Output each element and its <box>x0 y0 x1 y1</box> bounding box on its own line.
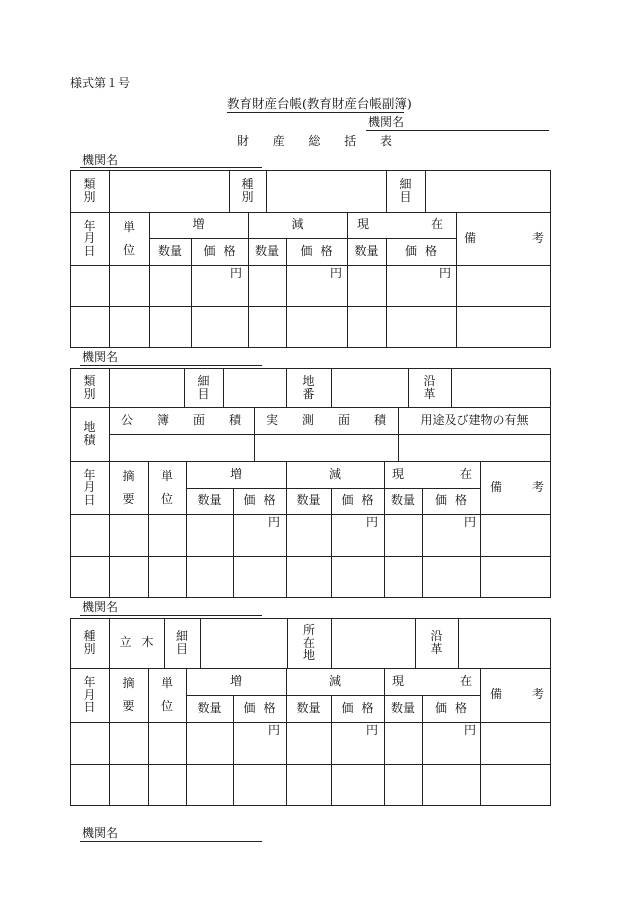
yen-unit: 円 <box>439 266 452 280</box>
increase-label: 増 <box>192 217 205 232</box>
price-label: 価 格 <box>243 700 276 715</box>
qty-label: 数量 <box>296 493 321 508</box>
rule <box>451 368 452 407</box>
date-label: 年 月 日 <box>83 675 96 715</box>
increase-label: 増 <box>229 466 242 481</box>
current-label: 現 在 <box>392 673 472 688</box>
lot-number-label: 地 番 <box>302 373 315 401</box>
measured-area-label: 実 測 面 積 <box>266 412 386 427</box>
price-label: 価 格 <box>300 243 333 258</box>
rule <box>70 514 551 515</box>
header-org-label: 機関名 <box>368 115 405 129</box>
usage-label: 用途及び建物の有無 <box>420 412 529 427</box>
rule <box>70 722 551 723</box>
section2-org-label: 機関名 <box>82 350 119 364</box>
subtitle-char: 表 <box>379 134 392 148</box>
yen-unit: 円 <box>366 515 379 529</box>
rule <box>331 368 332 407</box>
price-label: 価 格 <box>341 493 374 508</box>
kind-label: 種 別 <box>241 177 254 204</box>
subtitle-char: 括 <box>344 134 357 148</box>
decrease-label: 減 <box>328 673 341 688</box>
rule <box>109 368 110 407</box>
header-org-line <box>366 130 549 131</box>
price-label: 価 格 <box>203 243 236 258</box>
remarks-label: 備 考 <box>490 479 544 494</box>
rule <box>480 668 481 806</box>
current-label: 現 在 <box>392 466 472 481</box>
increase-label: 増 <box>229 673 242 688</box>
page-subtitle <box>237 135 392 149</box>
price-label: 価 格 <box>243 493 276 508</box>
qty-label: 数量 <box>390 700 415 715</box>
rule <box>254 407 255 461</box>
qty-label: 数量 <box>296 700 321 715</box>
detail-label: 細 目 <box>175 629 188 656</box>
location-label: 所 在 地 <box>302 623 315 663</box>
qty-label: 数量 <box>157 243 182 258</box>
section1-org-label: 機関名 <box>82 153 119 167</box>
history-label: 沿 革 <box>423 373 436 401</box>
section3-org-label: 機関名 <box>82 600 119 614</box>
qty-label: 数量 <box>254 243 279 258</box>
price-label: 価 格 <box>434 700 468 715</box>
rule <box>109 407 110 461</box>
current-label: 現 在 <box>357 217 443 232</box>
standing-tree-label: 立 木 <box>119 635 154 650</box>
yen-unit: 円 <box>330 266 343 280</box>
rule <box>425 170 426 212</box>
remarks-label: 備 考 <box>464 230 544 245</box>
detail-label: 細 目 <box>399 177 412 204</box>
rule <box>200 618 201 668</box>
rule <box>347 212 348 348</box>
rule <box>223 368 224 407</box>
category-label: 類 別 <box>83 373 96 401</box>
rule <box>109 434 551 435</box>
yen-unit: 円 <box>268 515 281 529</box>
yen-unit: 円 <box>268 723 281 737</box>
qty-label: 数量 <box>354 243 379 258</box>
rule <box>70 556 551 557</box>
rule <box>458 618 459 668</box>
title-underline <box>227 112 404 113</box>
qty-label: 数量 <box>390 493 415 508</box>
section2-org-line <box>80 365 262 366</box>
yen-unit: 円 <box>464 515 477 529</box>
rule <box>70 764 551 765</box>
rule <box>331 618 332 668</box>
section1-org-line <box>80 167 262 168</box>
detail-label: 細 目 <box>197 373 210 401</box>
official-area-label: 公 簿 面 積 <box>121 412 241 427</box>
subtitle-char: 産 <box>272 134 285 148</box>
unit-label: 単 位 <box>122 219 135 257</box>
price-label: 価 格 <box>434 493 468 508</box>
yen-unit: 円 <box>230 266 243 280</box>
form-title: 教育財産台帳(教育財産台帳副簿) <box>227 96 412 111</box>
section3-org-line <box>80 615 262 616</box>
subtitle-char: 総 <box>308 134 321 148</box>
form-number: 様式第１号 <box>70 76 131 90</box>
rule <box>480 461 481 598</box>
footer-org-line <box>80 841 262 842</box>
rule <box>384 668 385 806</box>
yen-unit: 円 <box>464 723 477 737</box>
price-label: 価 格 <box>404 243 438 258</box>
remarks-label: 備 考 <box>490 687 544 702</box>
footer-org-label: 機関名 <box>82 826 119 840</box>
category-label: 類 別 <box>83 177 96 204</box>
summary-label: 摘 要 <box>122 676 135 713</box>
subtitle-char: 財 <box>237 134 250 148</box>
price-label: 価 格 <box>341 700 374 715</box>
summary-label: 摘 要 <box>122 468 135 506</box>
rule <box>109 170 110 212</box>
unit-label: 単 位 <box>160 468 173 506</box>
rule <box>70 306 551 307</box>
kind-label: 種 別 <box>83 629 96 656</box>
rule <box>456 212 457 348</box>
date-label: 年 月 日 <box>83 467 96 507</box>
history-label: 沿 革 <box>430 629 443 656</box>
rule <box>384 461 385 598</box>
date-label: 年 月 日 <box>83 218 96 258</box>
land-area-label: 地 積 <box>83 420 96 447</box>
qty-label: 数量 <box>197 493 222 508</box>
decrease-label: 減 <box>328 466 341 481</box>
unit-label: 単 位 <box>160 676 173 713</box>
rule <box>266 170 267 212</box>
yen-unit: 円 <box>366 723 379 737</box>
decrease-label: 減 <box>291 217 304 232</box>
rule <box>70 265 551 266</box>
qty-label: 数量 <box>197 700 222 715</box>
